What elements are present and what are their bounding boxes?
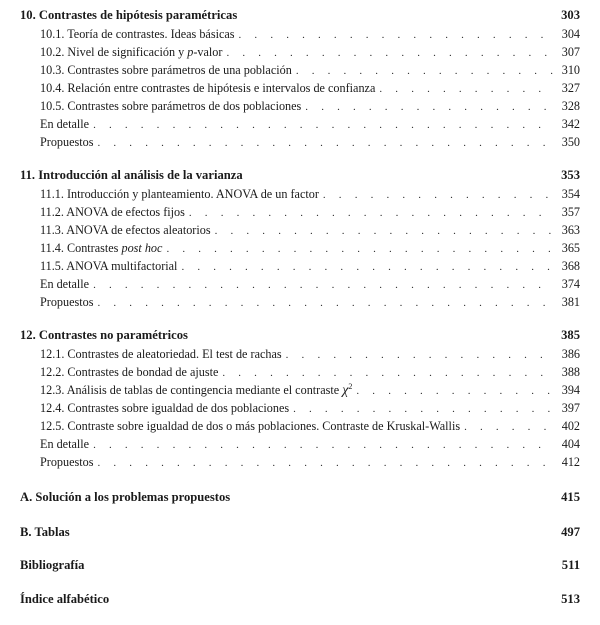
- chapter-title: 12. Contrastes no paramétricos: [20, 328, 188, 342]
- dot-leader: [356, 383, 554, 399]
- section-label: En detalle: [40, 117, 90, 131]
- page-number: 368: [561, 259, 580, 273]
- appendix-title: Bibliografía: [20, 558, 85, 572]
- page-number: 353: [561, 168, 580, 182]
- page-number: 304: [561, 27, 580, 41]
- dot-leader: [239, 27, 554, 43]
- page-number: 497: [561, 525, 580, 539]
- toc-entry[interactable]: [40, 222, 580, 239]
- page-number: 511: [561, 558, 580, 572]
- page-number: 415: [561, 490, 580, 504]
- section-label: Propuestos: [40, 295, 94, 309]
- appendix-title: A. Solución a los problemas propuestos: [20, 490, 231, 504]
- page-number: 513: [561, 592, 580, 606]
- page-number: 386: [561, 347, 580, 361]
- page-number: 327: [561, 81, 580, 95]
- toc-entry[interactable]: [40, 400, 580, 417]
- dot-leader: [93, 277, 554, 293]
- dot-leader: [305, 99, 554, 115]
- dot-leader: [296, 63, 554, 79]
- page-number: 385: [561, 328, 580, 342]
- chapter-10-entry[interactable]: [20, 7, 580, 23]
- page-number: 357: [561, 205, 580, 219]
- toc-entry[interactable]: [40, 454, 580, 471]
- page-number: 307: [561, 45, 580, 59]
- toc-entry[interactable]: [40, 26, 580, 43]
- section-label: 11.4. Contrastes post hoc: [40, 241, 163, 255]
- dot-leader: [98, 295, 555, 311]
- toc-entry[interactable]: [40, 294, 580, 311]
- appendix-title: B. Tablas: [20, 525, 70, 539]
- page-number: 365: [561, 241, 580, 255]
- bibliography-entry[interactable]: [20, 557, 580, 573]
- toc-entry[interactable]: [40, 98, 580, 115]
- section-label: 10.1. Teoría de contrastes. Ideas básicas: [40, 27, 235, 41]
- toc-entry[interactable]: [40, 346, 580, 363]
- section-label: En detalle: [40, 437, 90, 451]
- page-number: 397: [561, 401, 580, 415]
- section-label: 10.3. Contrastes sobre parámetros de una población: [40, 63, 292, 77]
- toc-entry[interactable]: [40, 116, 580, 133]
- dot-leader: [189, 205, 554, 221]
- page-number: 303: [561, 8, 580, 22]
- section-label: 12.1. Contrastes de aleatoriedad. El test de rachas: [40, 347, 282, 361]
- page-number: 388: [561, 365, 580, 379]
- section-label: 12.4. Contrastes sobre igualdad de dos poblaciones: [40, 401, 290, 415]
- toc-entry[interactable]: [40, 382, 580, 399]
- page-number: 374: [561, 277, 580, 291]
- page-number: 350: [561, 135, 580, 149]
- appendix-title: Índice alfabético: [20, 592, 110, 606]
- chapter-11-entry[interactable]: [20, 167, 580, 183]
- dot-leader: [98, 455, 555, 471]
- dot-leader: [323, 187, 554, 203]
- appendix-a-entry[interactable]: [20, 489, 580, 505]
- page-number: 394: [561, 383, 580, 397]
- section-label: 11.3. ANOVA de efectos aleatorios: [40, 223, 211, 237]
- chapter-title: 10. Contrastes de hipótesis paramétricas: [20, 8, 238, 22]
- toc-entry[interactable]: [40, 364, 580, 381]
- section-label: Propuestos: [40, 455, 94, 469]
- toc-entry[interactable]: [40, 186, 580, 203]
- appendix-b-entry[interactable]: [20, 524, 580, 540]
- page-number: 412: [561, 455, 580, 469]
- toc-entry[interactable]: [40, 62, 580, 79]
- toc-entry[interactable]: [40, 44, 580, 61]
- dot-leader: [93, 117, 554, 133]
- toc-entry[interactable]: [40, 80, 580, 97]
- dot-leader: [464, 419, 554, 435]
- dot-leader: [286, 347, 554, 363]
- toc-entry[interactable]: [40, 258, 580, 275]
- dot-leader: [93, 437, 554, 453]
- chapter-12-entry[interactable]: [20, 327, 580, 343]
- toc-entry[interactable]: [40, 436, 580, 453]
- page-number: 404: [561, 437, 580, 451]
- section-label: 11.5. ANOVA multifactorial: [40, 259, 178, 273]
- dot-leader: [226, 45, 554, 61]
- dot-leader: [98, 135, 555, 151]
- dot-leader: [181, 259, 554, 275]
- section-label: 12.2. Contrastes de bondad de ajuste: [40, 365, 219, 379]
- section-label: 12.5. Contraste sobre igualdad de dos o más poblaciones. Contraste de Kruskal-Wallis: [40, 419, 461, 433]
- page-number: 402: [561, 419, 580, 433]
- toc-entry[interactable]: [40, 204, 580, 221]
- page-number: 328: [561, 99, 580, 113]
- chapter-title: 11. Introducción al análisis de la varianza: [20, 168, 243, 182]
- section-label: 12.3. Análisis de tablas de contingencia mediante el contraste $\chi^2$: [40, 381, 353, 398]
- section-label: 11.1. Introducción y planteamiento. ANOVA de un factor: [40, 187, 319, 201]
- index-entry[interactable]: [20, 591, 580, 607]
- section-label: 11.2. ANOVA de efectos fijos: [40, 205, 185, 219]
- dot-leader: [222, 365, 554, 381]
- dot-leader: [293, 401, 554, 417]
- toc-entry[interactable]: [40, 240, 580, 257]
- section-label: 10.5. Contrastes sobre parámetros de dos poblaciones: [40, 99, 302, 113]
- toc-entry[interactable]: [40, 276, 580, 293]
- page-number: 381: [561, 295, 580, 309]
- toc-entry[interactable]: [40, 418, 580, 435]
- page-number: 342: [561, 117, 580, 131]
- toc-entry[interactable]: [40, 134, 580, 151]
- dot-leader: [166, 241, 554, 257]
- section-label: 10.4. Relación entre contrastes de hipótesis e intervalos de confianza: [40, 81, 376, 95]
- page-number: 310: [561, 63, 580, 77]
- section-label: En detalle: [40, 277, 90, 291]
- dot-leader: [379, 81, 554, 97]
- section-label: Propuestos: [40, 135, 94, 149]
- dot-leader: [215, 223, 554, 239]
- section-label: 10.2. Nivel de significación y p-valor: [40, 45, 223, 59]
- page-number: 354: [561, 187, 580, 201]
- page-number: 363: [561, 223, 580, 237]
